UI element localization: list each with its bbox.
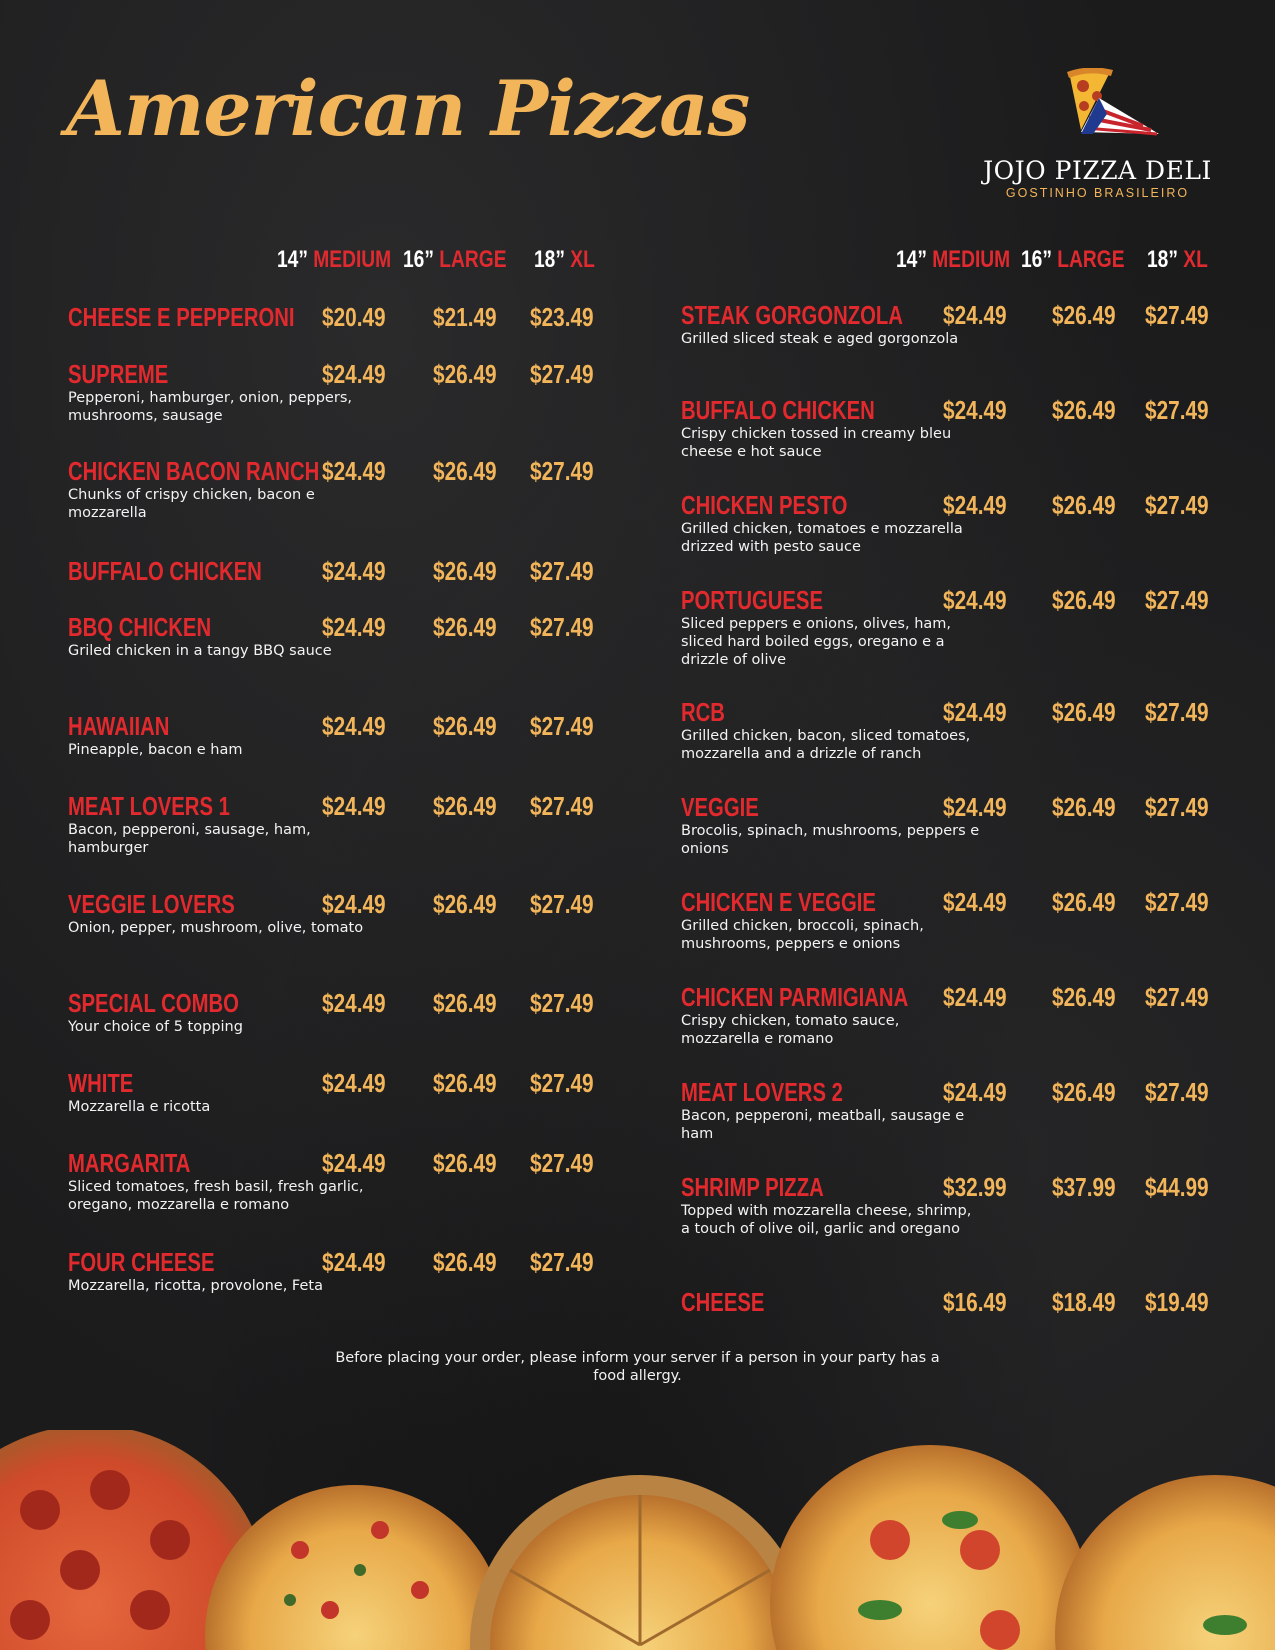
menu-item-price: $20.49	[322, 302, 386, 332]
menu-item-price: $27.49	[530, 1068, 594, 1098]
menu-item-price: $26.49	[1052, 1077, 1116, 1107]
menu-item-name: CHICKEN PESTO	[681, 490, 848, 520]
menu-item-name: CHICKEN PARMIGIANA	[681, 982, 909, 1012]
size-header-left	[0, 246, 640, 276]
allergy-note: Before placing your order, please inform your server if a person in your party has a food allergy.	[335, 1350, 940, 1384]
menu-item-price: $26.49	[433, 1247, 497, 1277]
menu-item-description: Griled chicken in a tangy BBQ sauce	[68, 643, 332, 659]
menu-item-description: Bacon, pepperoni, meatball, sausage e ham	[681, 1108, 965, 1142]
menu-item-name: BBQ CHICKEN	[68, 612, 212, 642]
menu-item-price: $24.49	[322, 889, 386, 919]
menu-item-name: STEAK GORGONZOLA	[681, 300, 903, 330]
menu-item-price: $26.49	[433, 1068, 497, 1098]
menu-item-price: $27.49	[1145, 585, 1209, 615]
menu-item-price: $24.49	[322, 791, 386, 821]
menu-item-price: $32.99	[943, 1172, 1007, 1202]
supreme-pizza-photo	[205, 1485, 505, 1650]
menu-item-price: $24.49	[943, 300, 1007, 330]
menu-item-price: $26.49	[433, 988, 497, 1018]
menu-item-price: $24.49	[943, 395, 1007, 425]
menu-item-name: WHITE	[68, 1068, 134, 1098]
menu-item-price: $27.49	[530, 711, 594, 741]
menu-item-price: $24.49	[943, 887, 1007, 917]
size-xl: 18” XL	[1147, 246, 1208, 273]
menu-item-name: PORTUGUESE	[681, 585, 823, 615]
menu-item	[681, 300, 1271, 380]
menu-item-price: $18.49	[1052, 1287, 1116, 1317]
menu-item-price: $24.49	[322, 711, 386, 741]
menu-item-description: Pepperoni, hamburger, onion, peppers, mushrooms, sausage	[68, 390, 352, 424]
menu-item-price: $26.49	[433, 456, 497, 486]
menu-item-name: SUPREME	[68, 359, 169, 389]
size-medium: 14” MEDIUM	[277, 246, 392, 273]
menu-item-price: $24.49	[322, 988, 386, 1018]
menu-item-price: $26.49	[1052, 792, 1116, 822]
brand-name: JOJO PIZZA DELI	[983, 156, 1212, 185]
menu-item-name: BUFFALO CHICKEN	[681, 395, 875, 425]
brand-logo	[975, 68, 1220, 208]
menu-item-price: $24.49	[322, 456, 386, 486]
menu-item-price: $24.49	[943, 792, 1007, 822]
menu-item-price: $27.49	[530, 456, 594, 486]
menu-item-description: Mozzarella e ricotta	[68, 1099, 211, 1115]
menu-item	[68, 612, 658, 692]
menu-item-price: $26.49	[433, 1148, 497, 1178]
menu-item-price: $24.49	[322, 1247, 386, 1277]
menu-item	[68, 359, 658, 439]
menu-item-description: Topped with mozzarella cheese, shrimp, a touch of olive oil, garlic and oregano	[681, 1203, 972, 1237]
menu-item-description: Onion, pepper, mushroom, olive, tomato	[68, 920, 364, 936]
menu-item	[68, 791, 658, 871]
menu-item-name: VEGGIE LOVERS	[68, 889, 235, 919]
menu-item-price: $44.99	[1145, 1172, 1209, 1202]
menu-item-price: $26.49	[433, 711, 497, 741]
menu-item-description: Pineapple, bacon e ham	[68, 742, 243, 758]
menu-item	[68, 1247, 658, 1327]
size-large: 16” LARGE	[403, 246, 507, 273]
menu-item-price: $26.49	[1052, 490, 1116, 520]
menu-item-price: $21.49	[433, 302, 497, 332]
menu-item-description: Your choice of 5 topping	[68, 1019, 243, 1035]
menu-item-price: $24.49	[322, 359, 386, 389]
margherita-pizza-photo	[770, 1445, 1090, 1650]
menu-item-price: $24.49	[322, 612, 386, 642]
menu-item-price: $27.49	[530, 556, 594, 586]
menu-item-description: Grilled chicken, tomatoes e mozzarella drizzed with pesto sauce	[681, 521, 963, 555]
menu-item-name: MEAT LOVERS 1	[68, 791, 230, 821]
menu-item-price: $27.49	[530, 612, 594, 642]
menu-item-price: $24.49	[322, 1068, 386, 1098]
menu-item	[68, 1148, 658, 1228]
menu-item-price: $27.49	[530, 889, 594, 919]
menu-item	[68, 1068, 658, 1148]
menu-item-price: $27.49	[1145, 1077, 1209, 1107]
menu-item-name: VEGGIE	[681, 792, 759, 822]
menu-item	[68, 456, 658, 536]
menu-item-price: $26.49	[433, 889, 497, 919]
menu-item-description: Grilled sliced steak e aged gorgonzola	[681, 331, 959, 347]
menu-item-description: Bacon, pepperoni, sausage, ham, hamburger	[68, 822, 311, 856]
menu-item-price: $23.49	[530, 302, 594, 332]
menu-item-description: Crispy chicken tossed in creamy bleu cheese e hot sauce	[681, 426, 952, 460]
menu-item	[681, 697, 1271, 777]
menu-item-price: $26.49	[433, 556, 497, 586]
menu-item-price: $27.49	[1145, 300, 1209, 330]
menu-item-name: MARGARITA	[68, 1148, 191, 1178]
pizza-flag-logo-icon	[1047, 68, 1167, 144]
menu-item-description: Chunks of crispy chicken, bacon e mozzarella	[68, 487, 315, 521]
pizza-photo-strip	[0, 1430, 1275, 1650]
menu-item-price: $24.49	[322, 1148, 386, 1178]
menu-item-price: $26.49	[433, 612, 497, 642]
menu-item-price: $24.49	[943, 490, 1007, 520]
menu-item-price: $26.49	[433, 791, 497, 821]
menu-item-price: $37.99	[1052, 1172, 1116, 1202]
menu-item-price: $26.49	[1052, 395, 1116, 425]
menu-item	[681, 1172, 1271, 1252]
menu-item-name: SPECIAL COMBO	[68, 988, 239, 1018]
menu-item-description: Crispy chicken, tomato sauce, mozzarella e romano	[681, 1013, 900, 1047]
menu-item-name: MEAT LOVERS 2	[681, 1077, 843, 1107]
menu-item	[68, 988, 658, 1068]
menu-item-price: $26.49	[433, 359, 497, 389]
menu-item-name: SHRIMP PIZZA	[681, 1172, 824, 1202]
menu-item	[681, 1077, 1271, 1157]
menu-item-price: $27.49	[1145, 982, 1209, 1012]
size-header-right	[619, 246, 1259, 276]
menu-item-price: $26.49	[1052, 887, 1116, 917]
menu-item-price: $24.49	[943, 1077, 1007, 1107]
four-cheese-pizza-photo	[1055, 1475, 1275, 1650]
menu-item-price: $27.49	[530, 1148, 594, 1178]
menu-item-description: Grilled chicken, broccoli, spinach, mushrooms, peppers e onions	[681, 918, 924, 952]
menu-item-price: $24.49	[943, 585, 1007, 615]
menu-item-description: Sliced peppers e onions, olives, ham, sliced hard boiled eggs, oregano e a drizzle of olive	[681, 616, 952, 668]
menu-item-price: $27.49	[1145, 395, 1209, 425]
menu-item	[681, 585, 1271, 668]
menu-item-price: $27.49	[1145, 792, 1209, 822]
size-xl: 18” XL	[534, 246, 595, 273]
menu-item	[681, 792, 1271, 872]
menu-item-price: $24.49	[943, 697, 1007, 727]
menu-item-name: CHEESE E PEPPERONI	[68, 302, 295, 332]
menu-item-price: $26.49	[1052, 697, 1116, 727]
menu-item-description: Brocolis, spinach, mushrooms, peppers e onions	[681, 823, 980, 857]
menu-item	[68, 711, 658, 791]
menu-item-price: $19.49	[1145, 1287, 1209, 1317]
menu-item-name: CHEESE	[681, 1287, 765, 1317]
menu-item-price: $27.49	[530, 988, 594, 1018]
menu-item-price: $27.49	[1145, 490, 1209, 520]
menu-item	[681, 395, 1271, 475]
menu-item-price: $26.49	[1052, 982, 1116, 1012]
menu-item	[68, 889, 658, 969]
sliced-cheese-pizza-photo	[470, 1475, 810, 1650]
menu-item	[681, 490, 1271, 570]
menu-item	[681, 982, 1271, 1062]
menu-item-name: RCB	[681, 697, 725, 727]
menu-item-price: $24.49	[322, 556, 386, 586]
menu-item-name: BUFFALO CHICKEN	[68, 556, 262, 586]
menu-item-price: $27.49	[1145, 887, 1209, 917]
menu-item	[681, 887, 1271, 967]
menu-item-price: $24.49	[943, 982, 1007, 1012]
menu-item-price: $16.49	[943, 1287, 1007, 1317]
menu-item-description: Sliced tomatoes, fresh basil, fresh garlic, oregano, mozzarella e romano	[68, 1179, 364, 1213]
menu-item-price: $27.49	[1145, 697, 1209, 727]
brand-tagline: GOSTINHO BRASILEIRO	[1005, 186, 1190, 200]
page-title: American Pizzas	[66, 64, 750, 153]
menu-item-name: CHICKEN E VEGGIE	[681, 887, 876, 917]
menu-item-price: $27.49	[530, 1247, 594, 1277]
menu-item-price: $26.49	[1052, 300, 1116, 330]
menu-item-price: $27.49	[530, 359, 594, 389]
menu-item-name: FOUR CHEESE	[68, 1247, 215, 1277]
menu-item-name: HAWAIIAN	[68, 711, 170, 741]
menu-item-description: Mozzarella, ricotta, provolone, Feta	[68, 1278, 323, 1294]
menu-item-price: $27.49	[530, 791, 594, 821]
menu-item-name: CHICKEN BACON RANCH	[68, 456, 320, 486]
size-large: 16” LARGE	[1021, 246, 1125, 273]
menu-item-price: $26.49	[1052, 585, 1116, 615]
menu-item-description: Grilled chicken, bacon, sliced tomatoes, mozzarella and a drizzle of ranch	[681, 728, 971, 762]
size-medium: 14” MEDIUM	[896, 246, 1011, 273]
